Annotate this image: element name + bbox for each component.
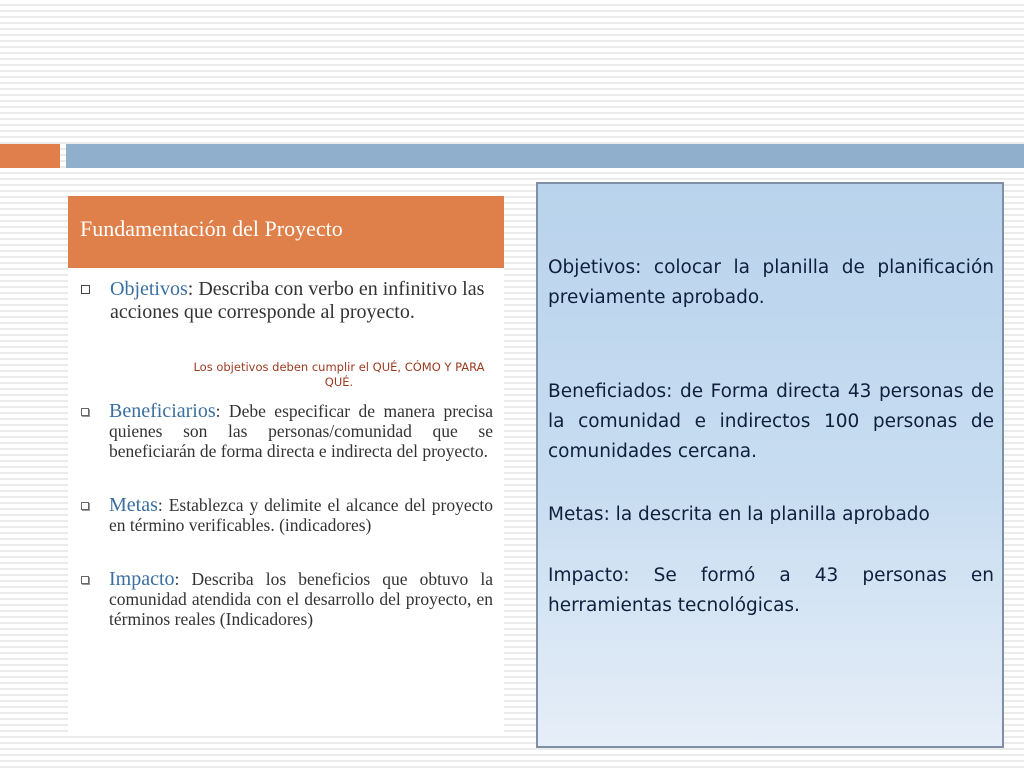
accent-bar-orange — [0, 144, 60, 168]
left-content-panel — [68, 196, 504, 736]
square-bullet-icon — [81, 285, 90, 294]
answer-metas: Metas: la descrita en la planilla aprobado — [548, 504, 930, 525]
accent-bar-blue — [66, 144, 1024, 168]
term-metas: Metas — [109, 494, 158, 516]
square-bullet-icon — [81, 502, 89, 510]
metas-description: : Establezca y delimite el alcance del proyecto en término verificables. (indicadores) — [109, 495, 493, 535]
bullet-impacto — [81, 569, 493, 629]
term-objetivos: Objetivos — [110, 278, 188, 300]
bullet-beneficiarios — [81, 401, 493, 461]
answer-impacto: Impacto: Se formó a 43 personas en herramientas tecnológicas. — [548, 565, 994, 616]
bullet-impacto-text — [109, 569, 493, 629]
term-impacto: Impacto — [109, 568, 175, 590]
bullet-objetivos — [81, 278, 491, 324]
answer-beneficiados: Beneficiados: de Forma directa 43 personas de la comunidad e indirectos 100 personas de comunidades cercana. — [548, 381, 994, 462]
bullet-beneficiarios-text — [109, 401, 493, 461]
bullet-metas-text — [109, 495, 493, 535]
section-header — [68, 196, 504, 268]
bullet-metas — [81, 495, 493, 535]
answer-objetivos: Objetivos: colocar la planilla de planificación previamente aprobado. — [548, 257, 994, 308]
section-title: Fundamentación del Proyecto — [80, 216, 343, 241]
term-beneficiarios: Beneficiarios — [109, 400, 216, 422]
square-bullet-icon — [81, 408, 89, 416]
square-bullet-icon — [81, 576, 89, 584]
bullet-objetivos-text — [110, 278, 491, 324]
right-answer-panel — [536, 182, 1004, 748]
beneficiarios-description: : Debe especificar de manera precisa quienes son las personas/comunidad que se beneficiarán de forma directa e indirecta del proyecto. — [109, 401, 493, 461]
impacto-description: : Describa los beneficios que obtuvo la comunidad atendida con el desarrollo del proyecto, en términos reales (Indicadores) — [109, 569, 493, 629]
objetivos-note: Los objetivos deben cumplir el QUÉ, CÓMO Y PARA QUÉ. — [193, 360, 485, 389]
objetivos-description: : Describa con verbo en infinitivo las acciones que corresponde al proyecto. — [110, 278, 485, 323]
